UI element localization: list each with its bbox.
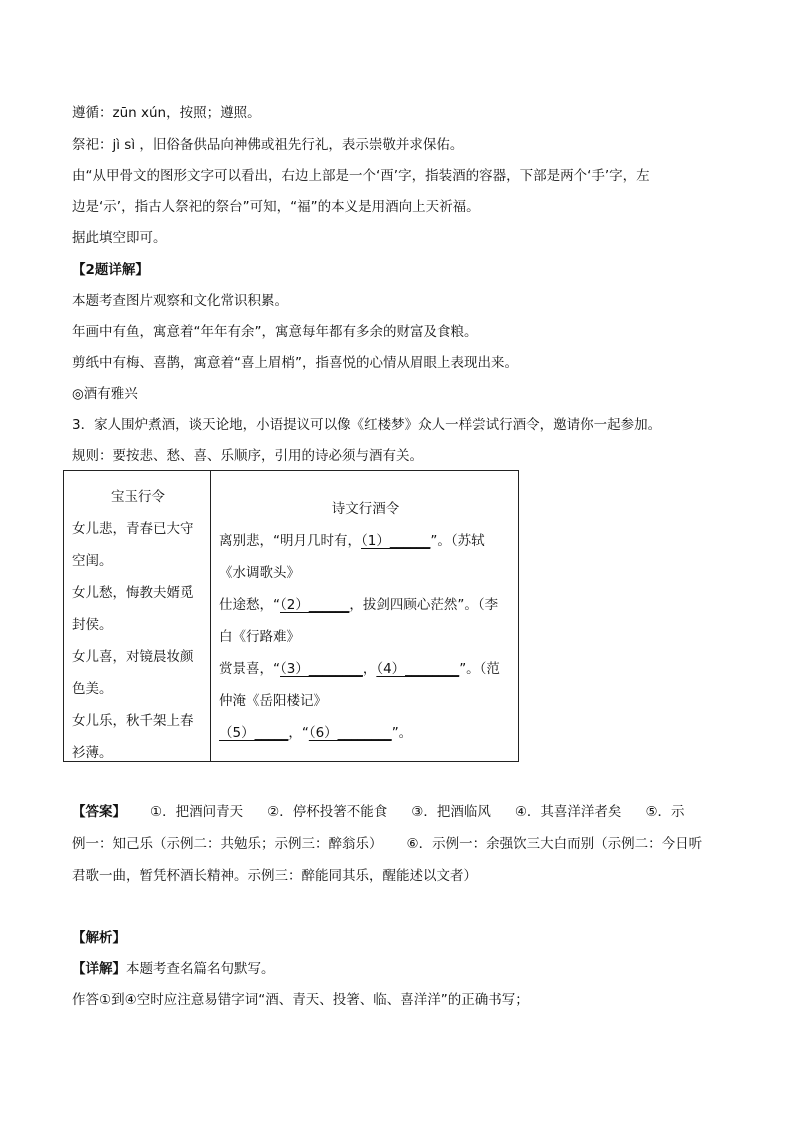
analysis-detail-line: [72, 959, 275, 979]
table-cell-line: 女儿乐，秋千架上春: [72, 713, 194, 729]
table-cell-line: [219, 525, 512, 557]
table-cell-line: [219, 653, 512, 685]
paragraph-line: 遵循：zūn xún，按照；遵照。: [72, 105, 261, 121]
blank-5: （5）_____: [219, 725, 289, 741]
detail-label: 【详解】: [72, 961, 126, 977]
line-text: 离别悲，“明月几时有，: [219, 533, 361, 549]
line-text: ，: [362, 661, 377, 677]
answer-item: ④．其喜洋洋者矣: [514, 804, 622, 820]
table-cell-line: 白《行路难》: [219, 629, 300, 645]
blank-2: （2）______: [280, 597, 350, 613]
drinking-game-table: [63, 470, 519, 762]
line-text: ”。（苏轼: [430, 533, 485, 549]
answer-item: ③．把酒临风: [411, 804, 491, 820]
table-cell-line: 女儿喜，对镜晨妆颜: [72, 649, 194, 665]
blank-4: （4）________: [376, 661, 460, 677]
table-cell-line: 《水调歌头》: [219, 565, 300, 581]
table-cell-line: 女儿悲，青春已大守: [72, 521, 194, 537]
paragraph-line: 由“从甲骨文的图形文字可以看出，右边上部是一个‘酉’字，指装酒的容器，下部是两个‘手’字，左: [72, 168, 650, 184]
answer-label: 【答案】: [72, 804, 126, 820]
answer-block: [72, 796, 732, 892]
question-line: 规则：要按悲、愁、喜、乐顺序，引用的诗必须与酒有关。: [72, 448, 423, 464]
paragraph-line: 作答①到④空时应注意易错字词“酒、青天、投箸、临、喜洋洋”的正确书写；: [72, 992, 529, 1008]
paragraph-line: 本题考查图片观察和文化常识积累。: [72, 293, 288, 309]
paragraph-line: 边是‘示’，指古人祭祀的祭台”可知，“福”的本义是用酒向上天祈福。: [72, 199, 480, 215]
line-text: ”。（范: [459, 661, 500, 677]
table-cell-line: 色美。: [72, 681, 113, 697]
table-cell-line: [219, 717, 512, 749]
table-right-column: [211, 471, 518, 761]
q2-heading: 【2题详解】: [72, 262, 149, 278]
table-cell-line: 封侯。: [72, 617, 113, 633]
table-cell-line: 仲淹《岳阳楼记》: [219, 693, 327, 709]
line-text: ，拔剑四顾心茫然”。（李: [349, 597, 499, 613]
answer-line: [72, 796, 732, 828]
line-text: 仕途愁，“: [219, 597, 280, 613]
blank-3: （3）________: [280, 661, 363, 677]
analysis-label: 【解析】: [72, 930, 126, 946]
question-line: 3．家人围炉煮酒，谈天论地，小语提议可以像《红楼梦》众人一样尝试行酒令，邀请你一起参加。: [72, 417, 662, 433]
answer-line: [72, 828, 732, 860]
right-column-title: 诗文行酒令: [331, 501, 400, 517]
left-column-title: 宝玉行令: [111, 489, 165, 505]
table-cell-line: 空闺。: [72, 553, 113, 569]
table-cell-line: 衫薄。: [72, 745, 113, 761]
paragraph-line: 据此填空即可。: [72, 230, 167, 246]
answer-line: 君歌一曲，暂凭杯酒长精神。示例三：醉能同其乐，醒能述以文者）: [72, 868, 477, 884]
answer-item: 例一：知己乐（示例二：共勉乐；示例三：醉翁乐）: [72, 836, 383, 852]
answer-item: ⑥．示例一：余强饮三大白而别（示例二：今日听: [406, 836, 703, 852]
blank-6: （6）________: [308, 725, 392, 741]
table-cell-line: [219, 589, 512, 621]
line-text: ”。: [391, 725, 413, 741]
table-left-column: [64, 471, 211, 761]
answer-item: ①．把酒问青天: [150, 804, 244, 820]
table-cell-line: 女儿愁，悔教夫婿觅: [72, 585, 194, 601]
answer-item: ⑤．示: [645, 804, 685, 820]
paragraph-line: 剪纸中有梅、喜鹊，寓意着“喜上眉梢”，指喜悦的心情从眉眼上表现出来。: [72, 355, 518, 371]
detail-text: 本题考查名篇名句默写。: [126, 961, 275, 977]
line-text: ，“: [288, 725, 309, 741]
blank-1: （1）______: [361, 533, 431, 549]
paragraph-line: 年画中有鱼，寓意着“年年有余”，寓意每年都有多余的财富及食粮。: [72, 324, 478, 340]
line-text: 赏景喜，“: [219, 661, 280, 677]
section-heading: ◎酒有雅兴: [72, 386, 138, 402]
answer-item: ②．停杯投箸不能食: [267, 804, 388, 820]
paragraph-line: 祭祀：jì sì ，旧俗备供品向神佛或祖先行礼，表示崇敬并求保佑。: [72, 137, 464, 153]
